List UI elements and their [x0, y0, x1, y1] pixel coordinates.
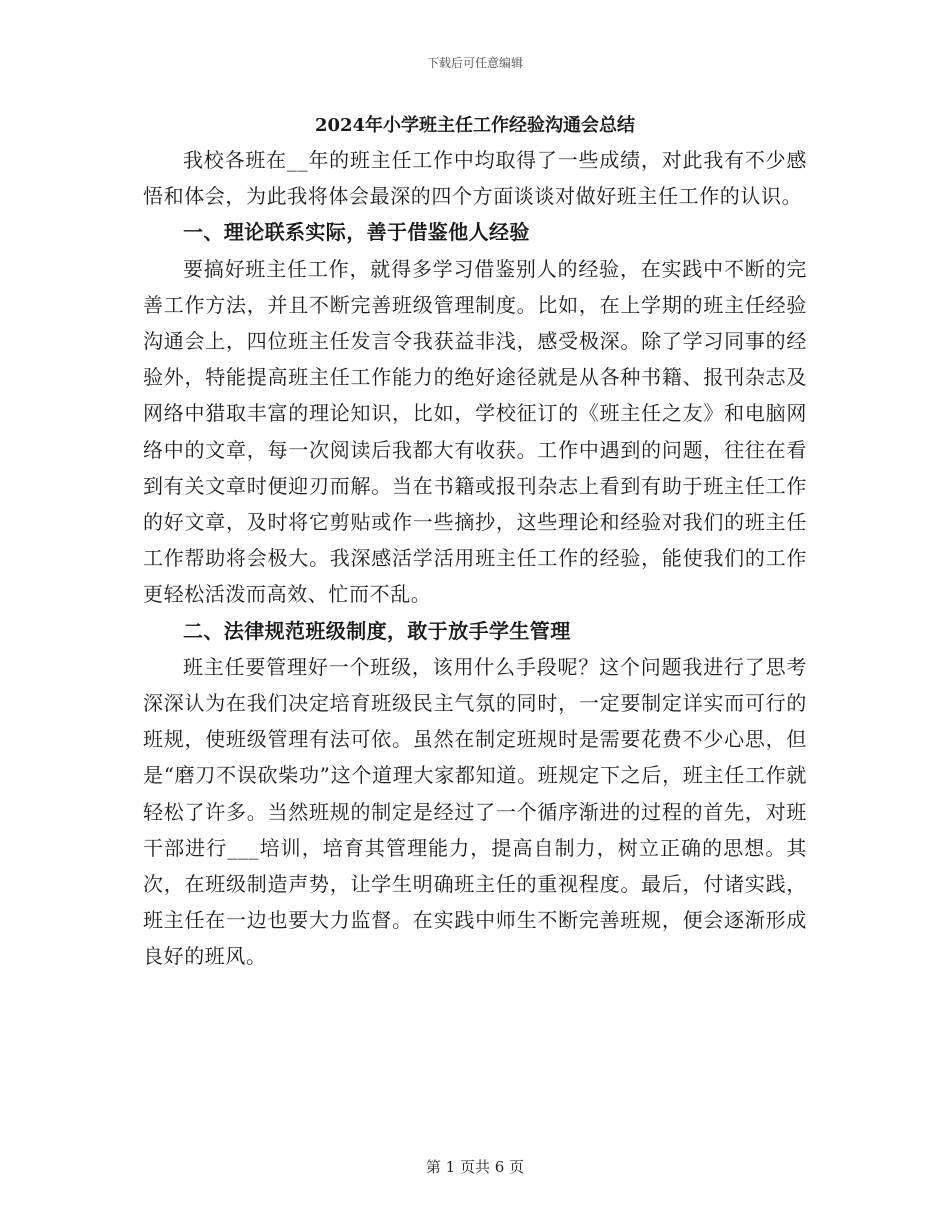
intro-paragraph: 我校各班在__年的班主任工作中均取得了一些成绩，对此我有不少感悟和体会，为此我将体会最深的四个方面谈谈对做好班主任工作的认识。: [143, 148, 807, 209]
section-heading-1: 一、理论联系实际，善于借鉴他人经验: [183, 220, 530, 245]
section-body-2: 班主任要管理好一个班级，该用什么手段呢？这个问题我进行了思考深深认为在我们决定培育班级民主气氛的同时，一定要制定详实而可行的班规，使班级管理有法可依。虽然在制定班规时是需要花费不少心思，但是“磨刀不误砍柴功”这个道理大家都知道。班规定下之后，班主任工作就轻松了许多。当然班规的制定是经过了一个循序渐进的过程的首先，对班干部进行___培训，培育其管理能力，提高自制力，树立正确的思想。其次，在班级制造声势，让学生明确班主任的重视程度。最后，付诸实践，班主任在一边也要大力监督。在实践中师生不断完善班规，便会逐渐形成良好的班风。: [143, 654, 807, 969]
document-body: [143, 112, 807, 975]
document-title: 2024年小学班主任工作经验沟通会总结: [314, 115, 636, 136]
page-footer-number: 第 1 页共 6 页: [425, 1158, 525, 1176]
section-heading-2: 二、法律规范班级制度，敢于放手学生管理: [183, 618, 571, 643]
page-header-note: 下载后可任意编辑: [426, 56, 523, 70]
section-body-1: 要搞好班主任工作，就得多学习借鉴别人的经验，在实践中不断的完善工作方法，并且不断完善班级管理制度。比如，在上学期的班主任经验沟通会上，四位班主任发言令我获益非浅，感受极深。除了学习同事的经验外，特能提高班主任工作能力的绝好途径就是从各种书籍、报刊杂志及网络中猎取丰富的理论知识，比如，学校征订的《班主任之友》和电脑网络中的文章，每一次阅读后我都大有收获。工作中遇到的问题，往往在看到有关文章时便迎刃而解。当在书籍或报刊杂志上看到有助于班主任工作的好文章，及时将它剪贴或作一些摘抄，这些理论和经验对我们的班主任工作帮助将会极大。我深感活学活用班主任工作的经验，能使我们的工作更轻松活泼而高效、忙而不乱。: [143, 256, 807, 607]
